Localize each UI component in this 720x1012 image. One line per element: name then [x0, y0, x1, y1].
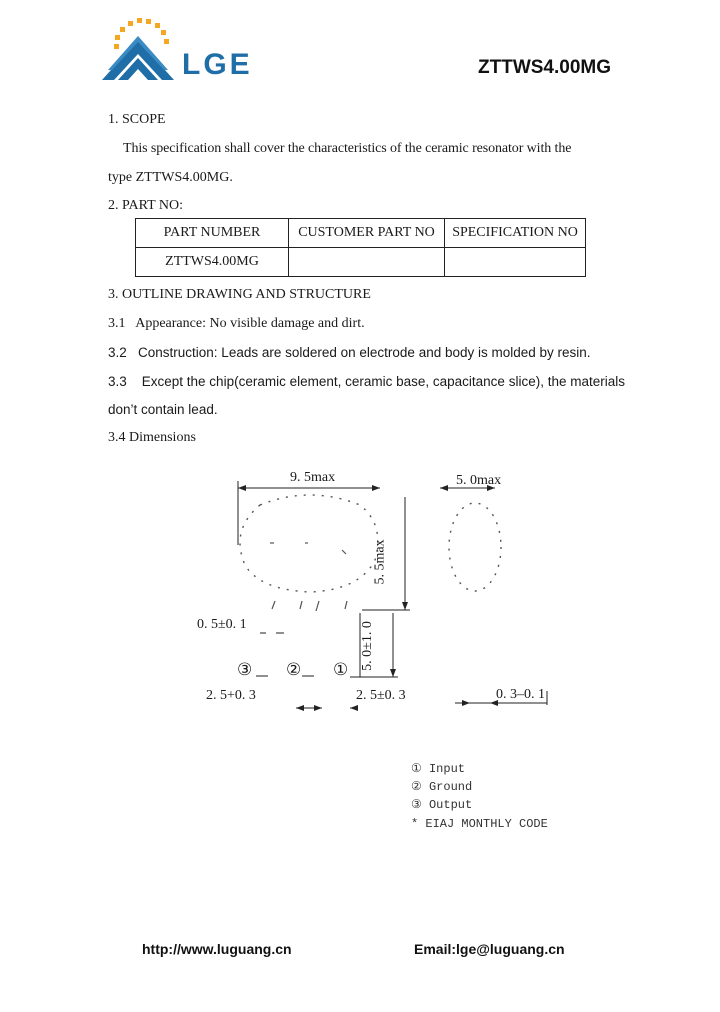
table-cell: ZTTWS4.00MG [136, 248, 289, 277]
lead-diameter-label: 0. 5±0. 1 [197, 617, 247, 632]
table-header-row [136, 219, 586, 248]
column-header: SPECIFICATION NO [445, 219, 586, 248]
section-3-3-line1: 3.3 Except the chip(ceramic element, ceramic base, capacitance slice), the materials [108, 374, 625, 389]
section-3-1: 3.1 Appearance: No visible damage and dirt. [108, 316, 365, 331]
pin-3-label: ③ [237, 660, 253, 679]
lead-length-label: 5. 0±1. 0 [359, 621, 375, 671]
footer-email-link[interactable]: Email:lge@luguang.cn [414, 941, 565, 957]
section-3-2: 3.2 Construction: Leads are soldered on electrode and body is molded by resin. [108, 345, 591, 360]
logo-text: LGE [182, 48, 253, 81]
part-number-table [135, 218, 586, 277]
pin-1-label: ① [333, 660, 349, 679]
table-cell [445, 248, 586, 277]
column-header: CUSTOMER PART NO [289, 219, 445, 248]
lge-logo-icon [100, 14, 180, 84]
footer-url-link[interactable]: http://www.luguang.cn [142, 941, 292, 957]
section-3-3-line2: don’t contain lead. [108, 402, 218, 417]
legend-item-date-code: * EIAJ MONTHLY CODE [411, 817, 548, 831]
scope-text-line1: This specification shall cover the characteristics of the ceramic resonator with the [123, 141, 572, 156]
pin-2-label: ② [286, 660, 302, 679]
scope-heading: 1. SCOPE [108, 112, 166, 127]
outline-heading: 3. OUTLINE DRAWING AND STRUCTURE [108, 287, 371, 302]
resonator-body-outline [240, 495, 378, 592]
table-row [136, 248, 586, 277]
document-title: ZTTWS4.00MG [478, 57, 612, 78]
side-view-outline [449, 503, 501, 591]
width-label: 9. 5max [290, 470, 336, 485]
depth-label: 5. 0max [456, 473, 502, 488]
column-header: PART NUMBER [136, 219, 289, 248]
pitch-left-label: 2. 5+0. 3 [206, 688, 256, 703]
section-3-4: 3.4 Dimensions [108, 430, 196, 445]
dimension-drawing [190, 465, 560, 725]
thickness-label: 0. 3–0. 1 [496, 687, 545, 702]
legend-item-output: ③ Output [411, 798, 473, 812]
table-cell [289, 248, 445, 277]
part-no-heading: 2. PART NO: [108, 198, 184, 213]
legend-item-input: ① Input [411, 762, 465, 776]
legend-item-ground: ② Ground [411, 780, 473, 794]
height-label: 5. 5max [372, 539, 388, 585]
scope-text-line2: type ZTTWS4.00MG. [108, 170, 233, 185]
pitch-right-label: 2. 5±0. 3 [356, 688, 406, 703]
